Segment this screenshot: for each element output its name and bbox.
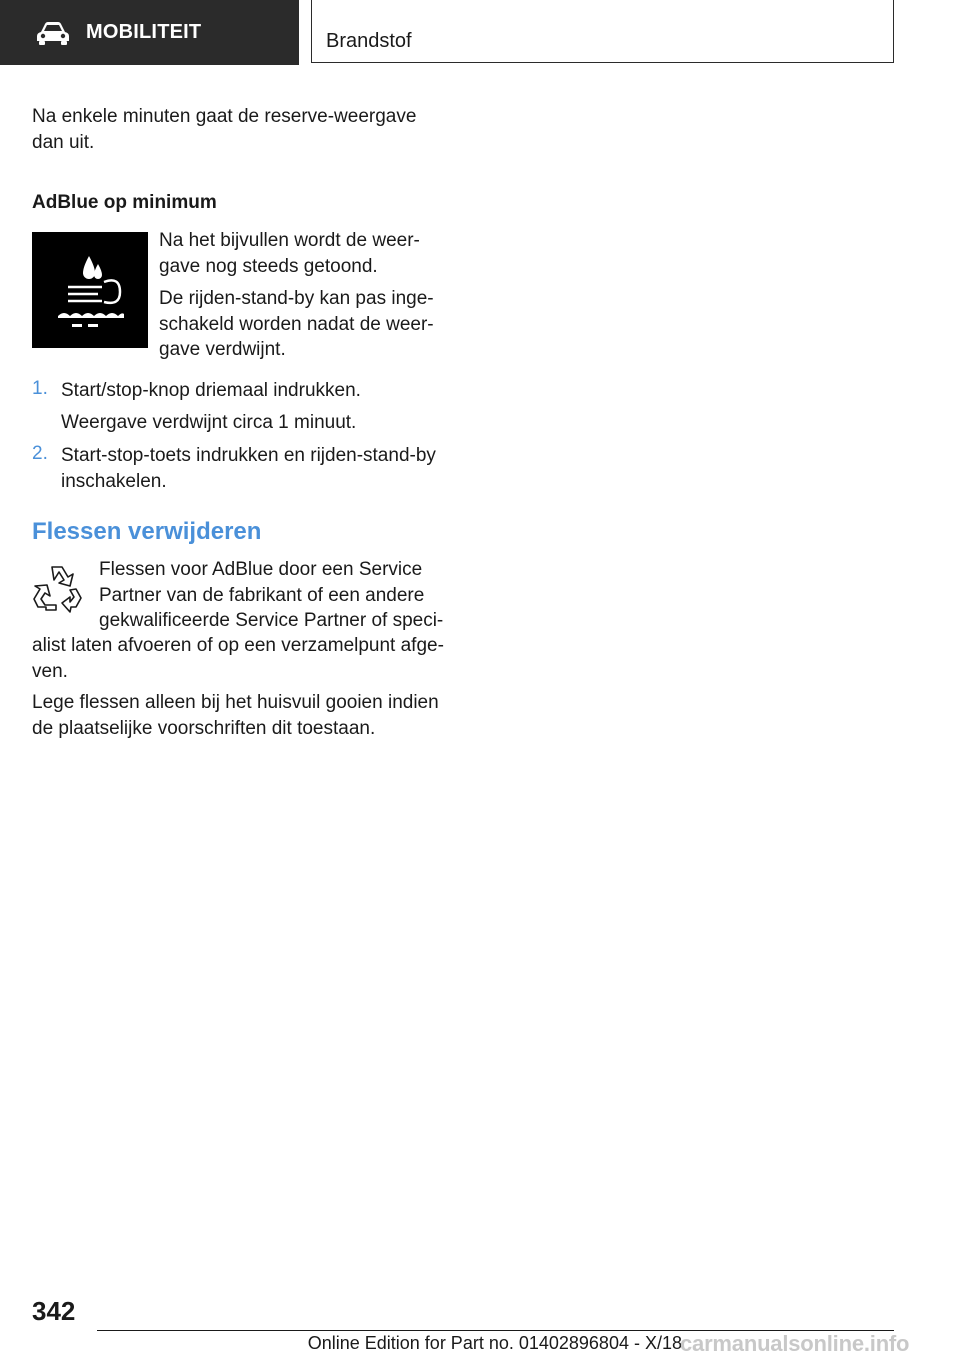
adblue-line: De rijden-stand-by kan pas inge- [159, 288, 434, 309]
watermark: carmanualsonline.info [680, 1331, 910, 1356]
adblue-line: gave verdwijnt. [159, 339, 286, 360]
step-number: 1. [32, 378, 48, 399]
bottles-paragraph-2 [32, 690, 439, 741]
bottles-line: Lege flessen alleen bij het huisvuil gooien indien [32, 692, 439, 713]
bottles-paragraph-1-bottom [32, 633, 444, 684]
adblue-warning-icon [32, 232, 148, 348]
step-line: Start-stop-toets indrukken en rijden-stand-by [61, 445, 436, 466]
chapter-tab [311, 0, 894, 63]
edition-text: Online Edition for Part no. 01402896804 - X/18 [307, 1333, 682, 1353]
step-number: 2. [32, 443, 48, 464]
adblue-paragraph-1 [159, 228, 420, 279]
bottles-line: gekwalificeerde Service Partner of speci- [99, 610, 444, 631]
section-tab [0, 0, 299, 65]
page-number: 342 [32, 1296, 76, 1326]
bottles-line: ven. [32, 660, 68, 682]
recycle-icon [32, 561, 86, 617]
bottles-line: alist laten afvoeren of op een verzamelpunt afge- [32, 635, 444, 656]
step-subtext: Weergave verdwijnt circa 1 minuut. [61, 412, 357, 433]
adblue-line: gave nog steeds getoond. [159, 255, 378, 277]
bottles-heading: Flessen verwijderen [32, 518, 262, 545]
intro-line: dan uit. [32, 131, 95, 153]
step-text [61, 443, 436, 494]
adblue-line: Na het bijvullen wordt de weer- [159, 230, 420, 251]
step-line: inschakelen. [61, 470, 167, 492]
section-tab-label: MOBILITEIT [86, 21, 202, 43]
step-text: Start/stop-knop driemaal indrukken. [61, 380, 361, 401]
adblue-heading: AdBlue op minimum [32, 192, 217, 213]
adblue-paragraph-2 [159, 286, 434, 363]
bottles-line: de plaatselijke voorschriften dit toestaan. [32, 717, 376, 739]
bottles-paragraph-1-top [99, 557, 443, 634]
adblue-line: schakeld worden nadat de weer- [159, 313, 434, 335]
bottles-line: Partner van de fabrikant of een andere [99, 584, 425, 606]
car-icon [36, 21, 70, 45]
chapter-tab-label: Brandstof [326, 30, 412, 52]
intro-paragraph [32, 104, 416, 155]
bottles-line: Flessen voor AdBlue door een Service [99, 559, 423, 580]
intro-line: Na enkele minuten gaat de reserve-weergave [32, 106, 417, 127]
